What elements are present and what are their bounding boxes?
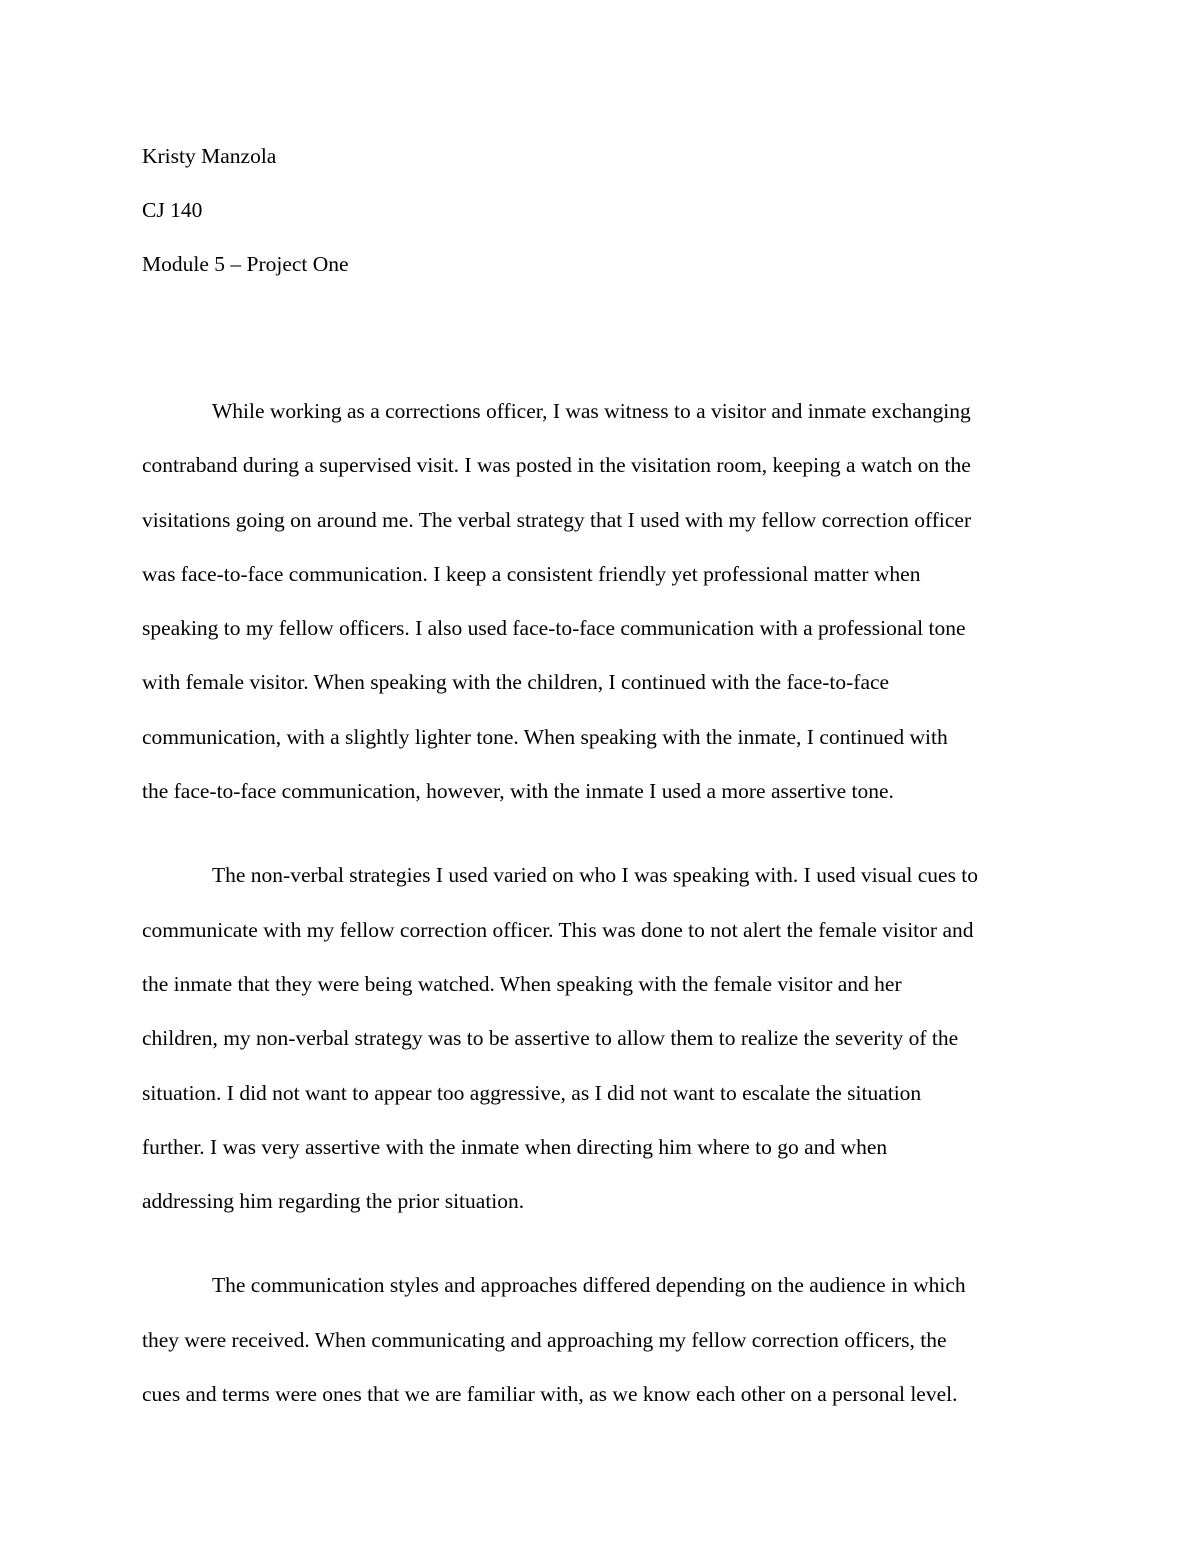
paragraph-1 bbox=[142, 384, 1060, 818]
text-line: communicate with my fellow correction officer. This was done to not alert the female visitor and bbox=[142, 917, 974, 942]
text-line: visitations going on around me. The verbal strategy that I used with my fellow correction officer bbox=[142, 507, 972, 532]
text-line: cues and terms were ones that we are familiar with, as we know each other on a personal level. bbox=[142, 1382, 958, 1407]
document-header bbox=[142, 141, 349, 303]
author-name: Kristy Manzola bbox=[142, 144, 277, 168]
assignment-title: Module 5 – Project One bbox=[142, 252, 349, 276]
text-line: children, my non-verbal strategy was to be assertive to allow them to realize the severity of the bbox=[142, 1026, 959, 1051]
text-line: the inmate that they were being watched. When speaking with the female visitor and her bbox=[142, 971, 902, 996]
text-line: with female visitor. When speaking with the children, I continued with the face-to-face bbox=[142, 670, 890, 695]
text-line: contraband during a supervised visit. I was posted in the visitation room, keeping a watch on the bbox=[142, 453, 971, 478]
text-line: While working as a corrections officer, I was witness to a visitor and inmate exchanging bbox=[212, 399, 971, 423]
course-code: CJ 140 bbox=[142, 198, 203, 222]
text-line: The non-verbal strategies I used varied on who I was speaking with. I used visual cues to bbox=[212, 863, 979, 888]
document-body bbox=[142, 384, 1060, 1421]
text-line: addressing him regarding the prior situation. bbox=[142, 1189, 525, 1214]
text-line: communication, with a slightly lighter tone. When speaking with the inmate, I continued with bbox=[142, 724, 948, 749]
text-line: speaking to my fellow officers. I also used face-to-face communication with a professional tone bbox=[142, 616, 966, 641]
text-line: further. I was very assertive with the inmate when directing him where to go and when bbox=[142, 1134, 888, 1159]
text-line: was face-to-face communication. I keep a consistent friendly yet professional matter when bbox=[142, 561, 921, 586]
text-line: they were received. When communicating and approaching my fellow correction officers, the bbox=[142, 1327, 947, 1352]
text-line: situation. I did not want to appear too aggressive, as I did not want to escalate the situation bbox=[142, 1080, 922, 1105]
text-line: The communication styles and approaches differed depending on the audience in which bbox=[212, 1273, 966, 1298]
text-line: the face-to-face communication, however, with the inmate I used a more assertive tone. bbox=[142, 779, 894, 804]
paragraph-3 bbox=[142, 1258, 1060, 1421]
paragraph-2 bbox=[142, 848, 1060, 1228]
